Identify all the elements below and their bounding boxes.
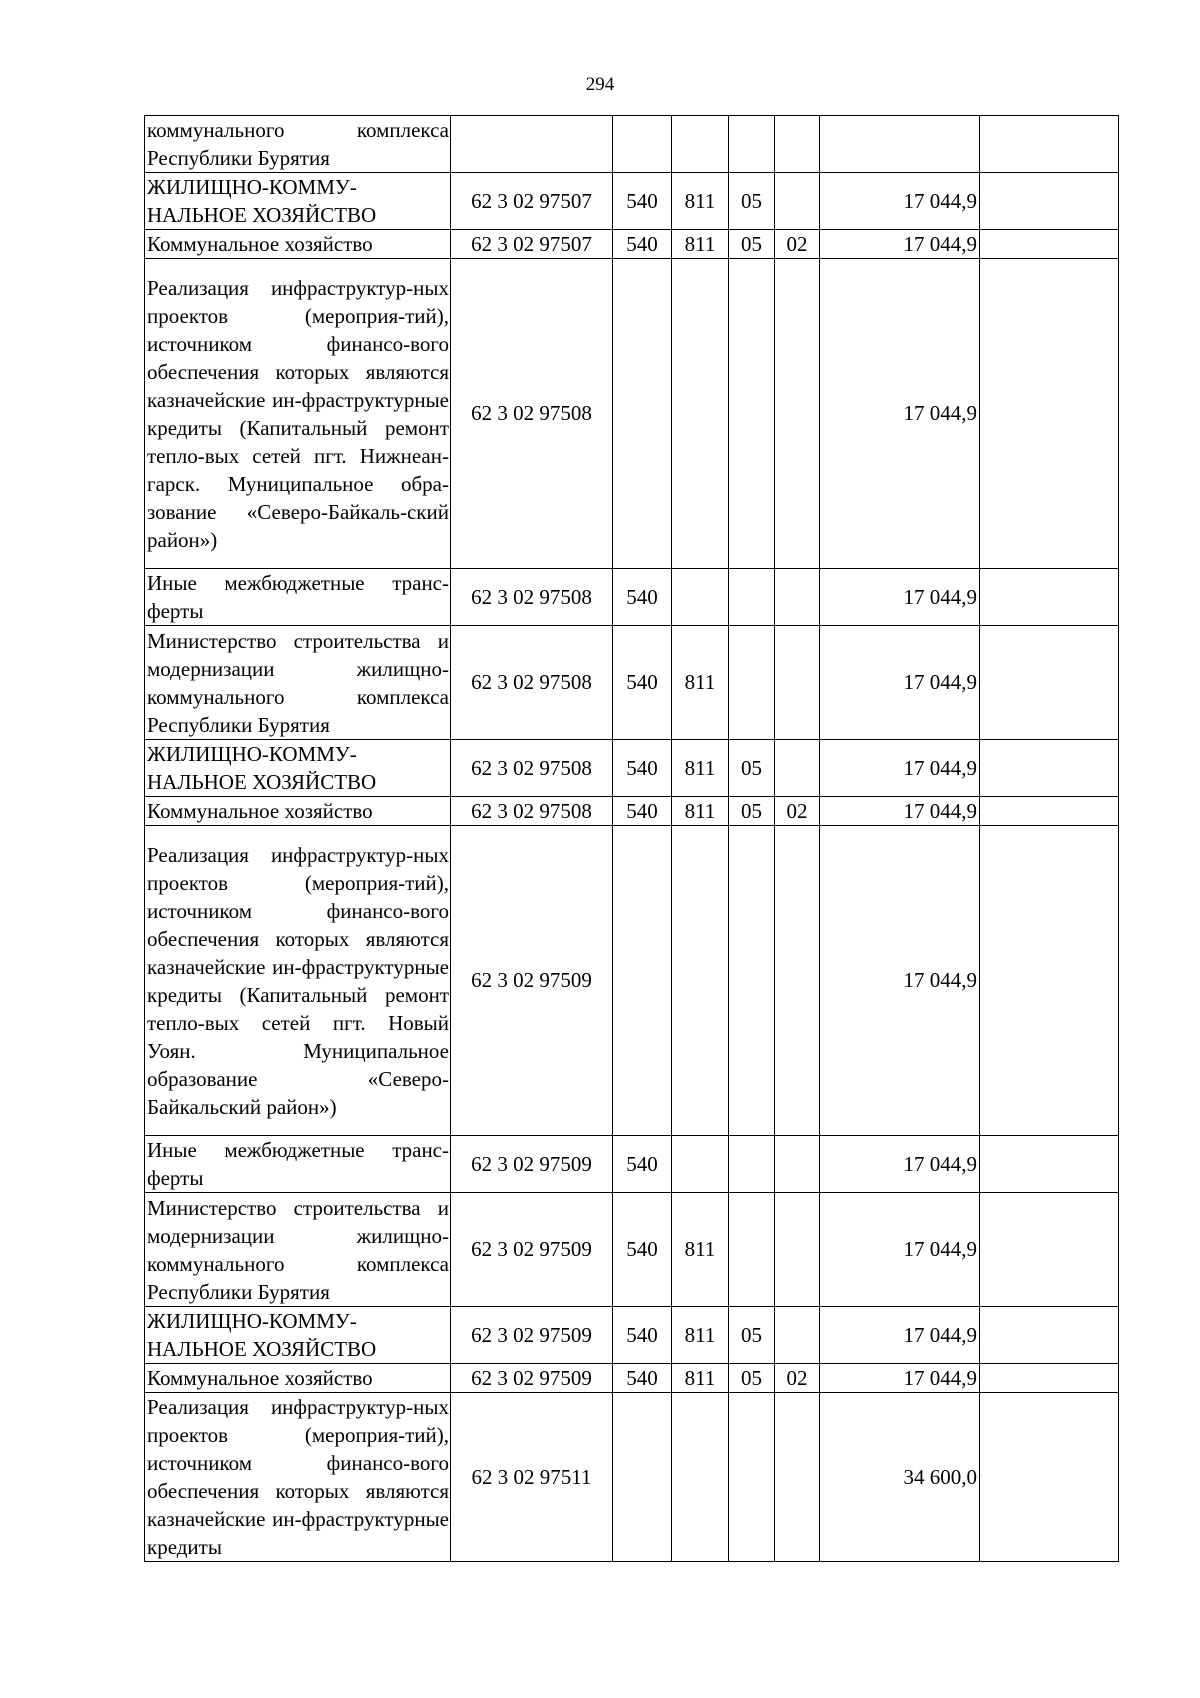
administrator-code-cell: 811 [672, 626, 729, 740]
expense-type-code-cell: 540 [613, 797, 672, 826]
amount-cell: 17 044,9 [820, 569, 980, 626]
administrator-code-cell [672, 569, 729, 626]
section-code-cell: 05 [729, 1364, 775, 1393]
target-article-code-cell: 62 3 02 97507 [451, 230, 613, 259]
target-article-code-cell: 62 3 02 97508 [451, 626, 613, 740]
target-article-code-cell: 62 3 02 97509 [451, 1136, 613, 1193]
subsection-code-cell: 02 [775, 230, 820, 259]
subsection-code-cell [775, 826, 820, 1136]
administrator-code-cell [672, 1136, 729, 1193]
target-article-code-cell [451, 116, 613, 173]
extra-column-cell [980, 230, 1119, 259]
item-name-cell: Реализация инфраструктур-ных проектов (мероприя-тий), источником финансо-вого обеспечения которых являются казначейские ин-фраструктурные кредиты (Капитальный ремонт тепло-вых сетей пгт. Новый Уоян. Муниципальное образование «Северо-Байкальский район») [145, 826, 451, 1136]
subsection-code-cell: 02 [775, 1364, 820, 1393]
amount-cell: 34 600,0 [820, 1393, 980, 1562]
section-code-cell [729, 1393, 775, 1562]
administrator-code-cell: 811 [672, 1307, 729, 1364]
table-row [145, 626, 1119, 740]
amount-cell: 17 044,9 [820, 626, 980, 740]
expense-type-code-cell [613, 116, 672, 173]
target-article-code-cell: 62 3 02 97509 [451, 1307, 613, 1364]
extra-column-cell [980, 1307, 1119, 1364]
section-code-cell [729, 626, 775, 740]
target-article-code-cell: 62 3 02 97508 [451, 797, 613, 826]
item-name-cell: Министерство строительства и модернизации жилищно-коммунального комплекса Республики Бурятия [145, 1193, 451, 1307]
subsection-code-cell [775, 1136, 820, 1193]
expense-type-code-cell: 540 [613, 740, 672, 797]
section-code-cell [729, 259, 775, 569]
table-row [145, 116, 1119, 173]
item-name-cell: Иные межбюджетные транс-ферты [145, 569, 451, 626]
extra-column-cell [980, 1193, 1119, 1307]
subsection-code-cell [775, 626, 820, 740]
administrator-code-cell: 811 [672, 230, 729, 259]
amount-cell: 17 044,9 [820, 230, 980, 259]
table-row [145, 1364, 1119, 1393]
table-row [145, 797, 1119, 826]
expense-type-code-cell: 540 [613, 230, 672, 259]
target-article-code-cell: 62 3 02 97509 [451, 826, 613, 1136]
section-code-cell: 05 [729, 797, 775, 826]
item-name-cell: ЖИЛИЩНО-КОММУ-НАЛЬНОЕ ХОЗЯЙСТВО [145, 740, 451, 797]
item-name-cell: Коммунальное хозяйство [145, 1364, 451, 1393]
administrator-code-cell: 811 [672, 1193, 729, 1307]
extra-column-cell [980, 1136, 1119, 1193]
expense-type-code-cell: 540 [613, 1307, 672, 1364]
item-name-cell: Коммунальное хозяйство [145, 230, 451, 259]
expense-type-code-cell: 540 [613, 1193, 672, 1307]
expense-type-code-cell [613, 1393, 672, 1562]
item-name-cell: Коммунальное хозяйство [145, 797, 451, 826]
section-code-cell: 05 [729, 173, 775, 230]
target-article-code-cell: 62 3 02 97511 [451, 1393, 613, 1562]
amount-cell: 17 044,9 [820, 259, 980, 569]
amount-cell: 17 044,9 [820, 1307, 980, 1364]
target-article-code-cell: 62 3 02 97508 [451, 259, 613, 569]
subsection-code-cell [775, 1307, 820, 1364]
amount-cell [820, 116, 980, 173]
section-code-cell: 05 [729, 1307, 775, 1364]
page-number: 294 [585, 74, 615, 95]
expense-type-code-cell: 540 [613, 626, 672, 740]
amount-cell: 17 044,9 [820, 1136, 980, 1193]
section-code-cell [729, 116, 775, 173]
section-code-cell [729, 826, 775, 1136]
subsection-code-cell [775, 173, 820, 230]
table-row [145, 826, 1119, 1136]
item-name-cell: Реализация инфраструктур-ных проектов (мероприя-тий), источником финансо-вого обеспечения которых являются казначейские ин-фраструктурные кредиты (Капитальный ремонт тепло-вых сетей пгт. Нижнеан-гарск. Муниципальное обра-зование «Северо-Байкаль-ский район») [145, 259, 451, 569]
table-row [145, 740, 1119, 797]
extra-column-cell [980, 116, 1119, 173]
expense-type-code-cell: 540 [613, 173, 672, 230]
expense-type-code-cell [613, 259, 672, 569]
item-name-cell: Министерство строительства и модернизации жилищно-коммунального комплекса Республики Бурятия [145, 626, 451, 740]
administrator-code-cell [672, 826, 729, 1136]
section-code-cell [729, 1136, 775, 1193]
administrator-code-cell: 811 [672, 797, 729, 826]
amount-cell: 17 044,9 [820, 740, 980, 797]
amount-cell: 17 044,9 [820, 797, 980, 826]
administrator-code-cell [672, 259, 729, 569]
table-row [145, 173, 1119, 230]
table-row [145, 569, 1119, 626]
extra-column-cell [980, 826, 1119, 1136]
table-row [145, 259, 1119, 569]
administrator-code-cell: 811 [672, 1364, 729, 1393]
amount-cell: 17 044,9 [820, 826, 980, 1136]
item-name-cell: Реализация инфраструктур-ных проектов (мероприя-тий), источником финансо-вого обеспечения которых являются казначейские ин-фраструктурные кредиты [145, 1393, 451, 1562]
item-name-cell: Иные межбюджетные транс-ферты [145, 1136, 451, 1193]
item-name-cell: ЖИЛИЩНО-КОММУ-НАЛЬНОЕ ХОЗЯЙСТВО [145, 173, 451, 230]
target-article-code-cell: 62 3 02 97509 [451, 1364, 613, 1393]
amount-cell: 17 044,9 [820, 1364, 980, 1393]
extra-column-cell [980, 259, 1119, 569]
section-code-cell: 05 [729, 230, 775, 259]
subsection-code-cell [775, 569, 820, 626]
administrator-code-cell [672, 116, 729, 173]
table-body [145, 116, 1119, 1562]
expense-type-code-cell [613, 826, 672, 1136]
extra-column-cell [980, 569, 1119, 626]
expense-type-code-cell: 540 [613, 1136, 672, 1193]
subsection-code-cell [775, 1393, 820, 1562]
budget-table [144, 115, 1119, 1562]
target-article-code-cell: 62 3 02 97508 [451, 740, 613, 797]
administrator-code-cell: 811 [672, 740, 729, 797]
expense-type-code-cell: 540 [613, 1364, 672, 1393]
extra-column-cell [980, 1393, 1119, 1562]
table-row [145, 230, 1119, 259]
table-row [145, 1193, 1119, 1307]
extra-column-cell [980, 626, 1119, 740]
table-row [145, 1393, 1119, 1562]
administrator-code-cell: 811 [672, 173, 729, 230]
extra-column-cell [980, 797, 1119, 826]
expense-type-code-cell: 540 [613, 569, 672, 626]
extra-column-cell [980, 740, 1119, 797]
table-row [145, 1307, 1119, 1364]
section-code-cell [729, 1193, 775, 1307]
target-article-code-cell: 62 3 02 97507 [451, 173, 613, 230]
subsection-code-cell [775, 740, 820, 797]
amount-cell: 17 044,9 [820, 1193, 980, 1307]
subsection-code-cell [775, 116, 820, 173]
target-article-code-cell: 62 3 02 97508 [451, 569, 613, 626]
subsection-code-cell [775, 1193, 820, 1307]
item-name-cell: коммунального комплекса Республики Бурятия [145, 116, 451, 173]
amount-cell: 17 044,9 [820, 173, 980, 230]
extra-column-cell [980, 173, 1119, 230]
subsection-code-cell [775, 259, 820, 569]
section-code-cell [729, 569, 775, 626]
target-article-code-cell: 62 3 02 97509 [451, 1193, 613, 1307]
extra-column-cell [980, 1364, 1119, 1393]
table-row [145, 1136, 1119, 1193]
administrator-code-cell [672, 1393, 729, 1562]
item-name-cell: ЖИЛИЩНО-КОММУ-НАЛЬНОЕ ХОЗЯЙСТВО [145, 1307, 451, 1364]
section-code-cell: 05 [729, 740, 775, 797]
subsection-code-cell: 02 [775, 797, 820, 826]
